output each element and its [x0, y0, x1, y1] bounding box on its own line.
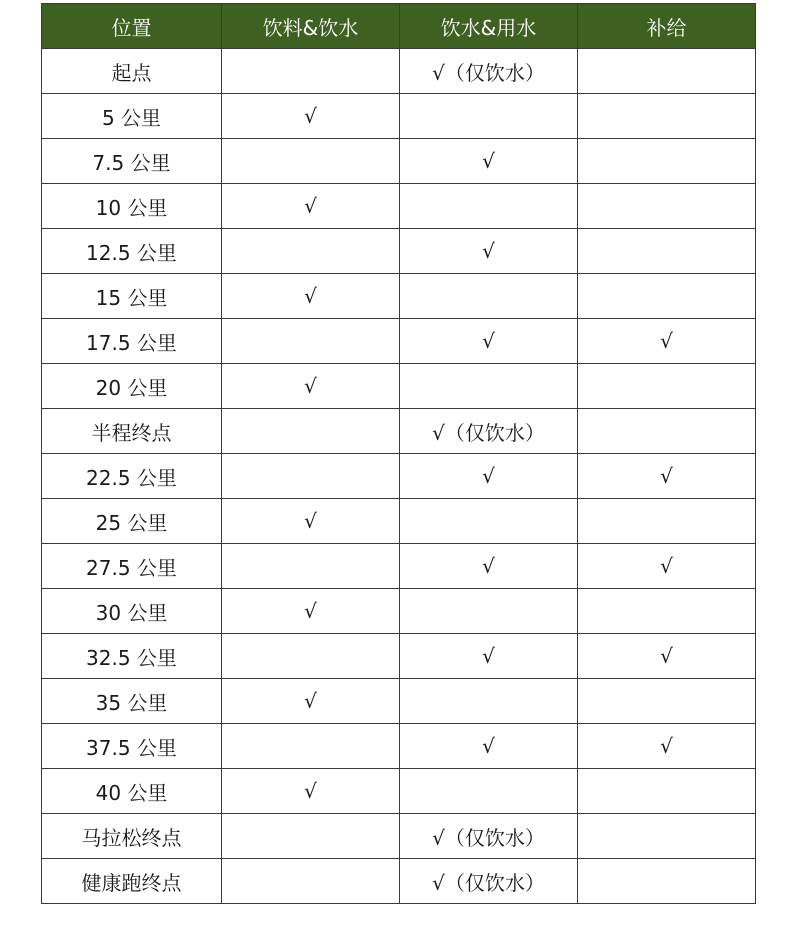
supply-cell: √ [578, 319, 756, 364]
water-use-cell [400, 679, 578, 724]
table-row [42, 184, 756, 229]
table-row [42, 319, 756, 364]
location-cell: 20 公里 [42, 364, 222, 409]
drinks-water-cell [222, 454, 400, 499]
drinks-water-cell: √ [222, 499, 400, 544]
water-use-cell: √ [400, 319, 578, 364]
location-cell: 马拉松终点 [42, 814, 222, 859]
table-row [42, 544, 756, 589]
water-use-cell: √ [400, 454, 578, 499]
table-row [42, 94, 756, 139]
supply-cell [578, 94, 756, 139]
supply-cell [578, 49, 756, 94]
drinks-water-cell: √ [222, 274, 400, 319]
drinks-water-cell: √ [222, 589, 400, 634]
drinks-water-cell [222, 409, 400, 454]
table-header [42, 4, 756, 49]
supply-cell [578, 679, 756, 724]
drinks-water-cell [222, 544, 400, 589]
water-use-cell [400, 769, 578, 814]
water-use-cell: √ [400, 229, 578, 274]
supply-cell: √ [578, 544, 756, 589]
drinks-water-cell: √ [222, 184, 400, 229]
location-cell: 22.5 公里 [42, 454, 222, 499]
location-cell: 健康跑终点 [42, 859, 222, 904]
table-row [42, 274, 756, 319]
table-row [42, 679, 756, 724]
drinks-water-cell [222, 724, 400, 769]
water-use-cell [400, 589, 578, 634]
supply-station-table [41, 3, 756, 904]
drinks-water-cell [222, 634, 400, 679]
drinks-water-cell: √ [222, 94, 400, 139]
location-cell: 起点 [42, 49, 222, 94]
table-row [42, 634, 756, 679]
table-row [42, 499, 756, 544]
water-use-cell: √ [400, 724, 578, 769]
water-use-cell [400, 364, 578, 409]
water-use-cell: √ [400, 544, 578, 589]
drinks-water-cell [222, 319, 400, 364]
table-row [42, 139, 756, 184]
table-row [42, 364, 756, 409]
supply-cell [578, 409, 756, 454]
supply-cell: √ [578, 724, 756, 769]
location-cell: 35 公里 [42, 679, 222, 724]
supply-cell [578, 229, 756, 274]
drinks-water-cell: √ [222, 679, 400, 724]
drinks-water-cell [222, 139, 400, 184]
header-water-use: 饮水&用水 [400, 4, 578, 49]
supply-cell: √ [578, 634, 756, 679]
header-row [42, 4, 756, 49]
table-row [42, 859, 756, 904]
location-cell: 17.5 公里 [42, 319, 222, 364]
supply-cell [578, 589, 756, 634]
water-use-cell [400, 184, 578, 229]
location-cell: 32.5 公里 [42, 634, 222, 679]
water-use-cell: √（仅饮水） [400, 409, 578, 454]
table-row [42, 724, 756, 769]
drinks-water-cell: √ [222, 364, 400, 409]
location-cell: 30 公里 [42, 589, 222, 634]
table-row [42, 454, 756, 499]
location-cell: 5 公里 [42, 94, 222, 139]
table-row [42, 589, 756, 634]
water-use-cell [400, 94, 578, 139]
table-row [42, 229, 756, 274]
supply-cell: √ [578, 454, 756, 499]
water-use-cell: √（仅饮水） [400, 859, 578, 904]
location-cell: 25 公里 [42, 499, 222, 544]
header-location: 位置 [42, 4, 222, 49]
supply-cell [578, 274, 756, 319]
location-cell: 10 公里 [42, 184, 222, 229]
header-drinks-water: 饮料&饮水 [222, 4, 400, 49]
location-cell: 37.5 公里 [42, 724, 222, 769]
drinks-water-cell [222, 229, 400, 274]
drinks-water-cell [222, 814, 400, 859]
drinks-water-cell: √ [222, 769, 400, 814]
location-cell: 15 公里 [42, 274, 222, 319]
water-use-cell: √（仅饮水） [400, 49, 578, 94]
supply-cell [578, 499, 756, 544]
supply-cell [578, 859, 756, 904]
drinks-water-cell [222, 859, 400, 904]
drinks-water-cell [222, 49, 400, 94]
supply-cell [578, 364, 756, 409]
supply-station-table-container [41, 3, 755, 904]
location-cell: 40 公里 [42, 769, 222, 814]
table-row [42, 409, 756, 454]
supply-cell [578, 814, 756, 859]
location-cell: 12.5 公里 [42, 229, 222, 274]
water-use-cell: √（仅饮水） [400, 814, 578, 859]
supply-cell [578, 769, 756, 814]
location-cell: 7.5 公里 [42, 139, 222, 184]
table-row [42, 769, 756, 814]
location-cell: 半程终点 [42, 409, 222, 454]
water-use-cell: √ [400, 139, 578, 184]
table-row [42, 814, 756, 859]
supply-cell [578, 139, 756, 184]
table-row [42, 49, 756, 94]
header-supply: 补给 [578, 4, 756, 49]
water-use-cell [400, 499, 578, 544]
water-use-cell: √ [400, 634, 578, 679]
location-cell: 27.5 公里 [42, 544, 222, 589]
water-use-cell [400, 274, 578, 319]
supply-cell [578, 184, 756, 229]
table-body [42, 49, 756, 904]
